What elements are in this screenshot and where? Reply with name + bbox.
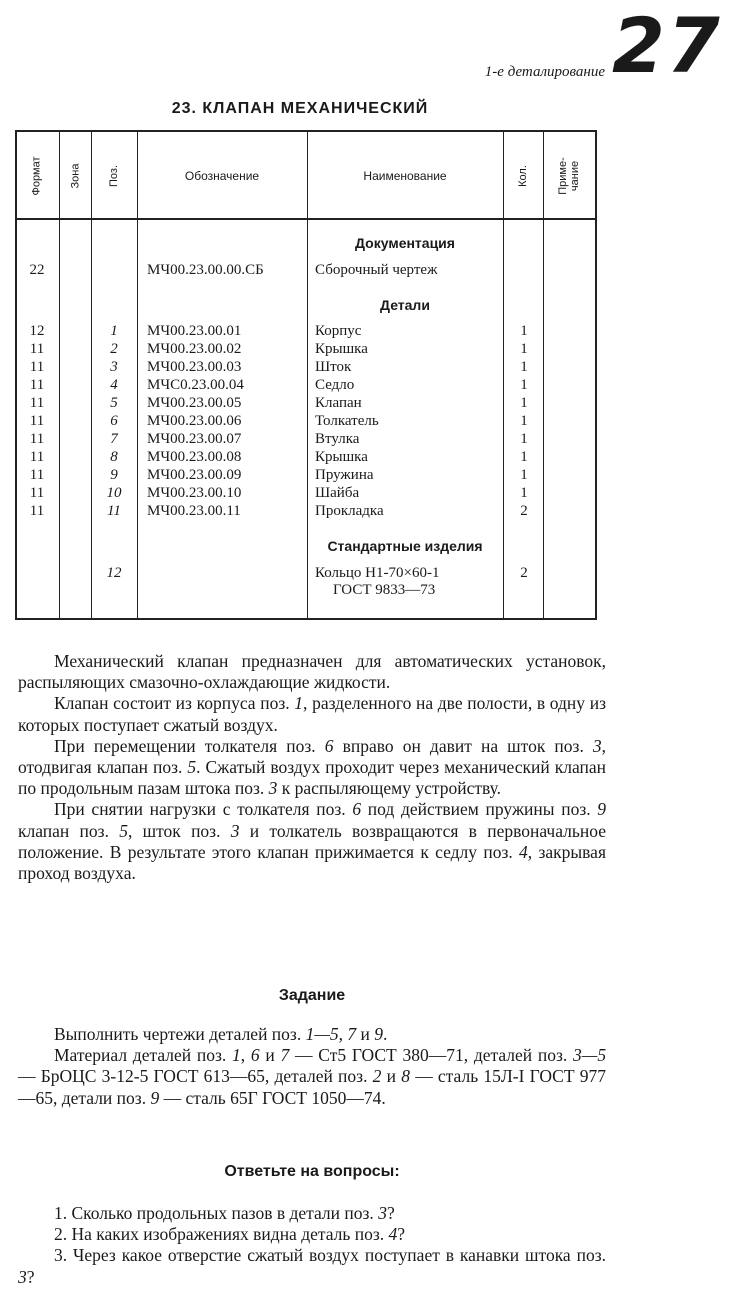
header-name: Наименование — [363, 169, 447, 183]
page-number: 27 — [612, 1, 722, 90]
cell-format: 11 — [29, 485, 45, 501]
cell-format: 11 — [29, 449, 45, 465]
cell-designation: МЧ00.23.00.08 — [147, 449, 242, 465]
task-paragraph: Выполнить чертежи деталей поз. 1—5, 7 и 9. — [54, 1024, 388, 1044]
cell-pos: 9 — [110, 467, 118, 483]
cell-pos: 6 — [110, 413, 118, 429]
specification-table — [15, 130, 597, 620]
header-format: Формат — [30, 156, 43, 196]
description-paragraph: При снятии нагрузки с толкателя поз. 6 под действием пружины поз. 9 клапан поз. 5, шток поз. 3 и толкатель возвращаются в первоначальное положение. В результате этого клапан прижимается к седлу поз. 4, закрывая проход воздуха. — [18, 799, 607, 884]
header-note-line1: Приме- — [556, 157, 569, 195]
question-item: 3. Через какое отверстие сжатый воздух поступает в канавки штока поз. 3? — [18, 1245, 606, 1287]
header-note-line2: чание — [568, 160, 581, 192]
cell-format: 11 — [29, 431, 45, 447]
cell-name: Пружина — [315, 467, 374, 483]
cell-format: 12 — [29, 323, 45, 339]
cell-name: Кольцо Н1-70×60-1 — [315, 565, 440, 581]
cell-name: Шток — [315, 359, 352, 375]
section-standard: Стандартные изделия — [327, 538, 483, 554]
cell-designation: МЧ00.23.00.10 — [147, 485, 242, 501]
col-line — [595, 130, 597, 620]
cell-pos: 8 — [110, 449, 118, 465]
cell-qty: 2 — [520, 503, 528, 519]
cell-qty: 1 — [520, 413, 528, 429]
task-heading: Задание — [278, 987, 346, 1004]
cell-pos: 10 — [106, 485, 122, 501]
description-paragraph: Механический клапан предназначен для автоматических установок, распыляющих смазочно-охлаждающие жидкости. — [18, 651, 606, 693]
header-designation: Обозначение — [184, 169, 260, 183]
cell-designation: МЧ00.23.00.00.СБ — [147, 262, 264, 278]
cell-qty: 1 — [520, 359, 528, 375]
questions-heading: Ответьте на вопросы: — [224, 1163, 400, 1180]
table-header-rule — [15, 218, 597, 220]
questions-list — [18, 1203, 606, 1288]
cell-name: Седло — [315, 377, 355, 393]
section-documentation: Документация — [355, 235, 455, 251]
table-border-top — [15, 130, 597, 132]
cell-qty: 1 — [520, 341, 528, 357]
cell-designation: МЧ00.23.00.07 — [147, 431, 242, 447]
header-note — [543, 134, 595, 218]
cell-qty: 1 — [520, 485, 528, 501]
cell-pos: 11 — [107, 503, 121, 519]
cell-format: 11 — [29, 395, 45, 411]
question-item: 1. Сколько продольных пазов в детали поз. 3? — [54, 1203, 395, 1223]
cell-designation: МЧ00.23.00.06 — [147, 413, 242, 429]
header-zone: Зона — [69, 163, 81, 189]
cell-designation: МЧ00.23.00.03 — [147, 359, 242, 375]
cell-qty: 2 — [520, 565, 528, 581]
cell-pos: 4 — [110, 377, 118, 393]
cell-designation: МЧ00.23.00.02 — [147, 341, 242, 357]
section-parts: Детали — [380, 297, 430, 313]
table-border-bottom — [15, 618, 597, 620]
cell-pos: 7 — [110, 431, 118, 447]
description — [18, 651, 606, 884]
section-title: 23. КЛАПАН МЕХАНИЧЕСКИЙ — [171, 100, 429, 117]
cell-name: Корпус — [315, 323, 362, 339]
cell-name: Втулка — [315, 431, 360, 447]
cell-designation: МЧ00.23.00.01 — [147, 323, 242, 339]
cell-format: 11 — [29, 467, 45, 483]
cell-format: 11 — [29, 377, 45, 393]
cell-designation: МЧ00.23.00.05 — [147, 395, 242, 411]
task-text — [18, 1024, 606, 1109]
cell-designation: МЧС0.23.00.04 — [147, 377, 244, 393]
cell-format: 11 — [29, 503, 45, 519]
description-paragraph: Клапан состоит из корпуса поз. 1, разделенного на две полости, в одну из которых поступает сжатый воздух. — [18, 693, 606, 735]
cell-format: 11 — [29, 413, 45, 429]
cell-name: Крышка — [315, 341, 368, 357]
cell-name: Шайба — [315, 485, 360, 501]
cell-qty: 1 — [520, 467, 528, 483]
cell-pos: 2 — [110, 341, 118, 357]
cell-pos: 5 — [110, 395, 118, 411]
cell-format: 22 — [29, 262, 45, 278]
cell-format: 11 — [29, 341, 45, 357]
cell-designation: МЧ00.23.00.11 — [147, 503, 241, 519]
cell-name: Прокладка — [315, 503, 384, 519]
running-header: 1-е деталирование — [484, 64, 605, 80]
cell-format: 11 — [29, 359, 45, 375]
cell-pos: 1 — [110, 323, 118, 339]
cell-qty: 1 — [520, 395, 528, 411]
cell-pos: 12 — [106, 565, 122, 581]
header-qty: Кол. — [516, 165, 529, 187]
task-paragraph: Материал деталей поз. 1, 6 и 7 — Ст5 ГОСТ 380—71, деталей поз. 3—5 — БрОЦС 3-12-5 ГОСТ 613—65, деталей поз. 2 и 8 — сталь 15Л-I ГОСТ 977—65, детали поз. 9 — сталь 65Г ГОСТ 1050—74. — [18, 1045, 607, 1108]
cell-designation: МЧ00.23.00.09 — [147, 467, 242, 483]
header-pos: Поз. — [108, 165, 120, 187]
cell-name-line2: ГОСТ 9833—73 — [333, 582, 436, 598]
cell-name: Клапан — [315, 395, 362, 411]
cell-name: Крышка — [315, 449, 368, 465]
question-item: 2. На каких изображениях видна деталь поз. 4? — [54, 1224, 406, 1245]
cell-qty: 1 — [520, 323, 528, 339]
cell-qty: 1 — [520, 377, 528, 393]
cell-qty: 1 — [520, 449, 528, 465]
cell-name: Сборочный чертеж — [315, 262, 438, 278]
description-paragraph: При перемещении толкателя поз. 6 вправо он давит на шток поз. 3, отодвигая клапан поз. 5. Сжатый воздух проходит через механический клапан по продольным пазам штока поз. 3 к распыляющему устройству. — [18, 735, 607, 799]
cell-pos: 3 — [110, 359, 118, 375]
cell-name: Толкатель — [315, 413, 379, 429]
cell-qty: 1 — [520, 431, 528, 447]
